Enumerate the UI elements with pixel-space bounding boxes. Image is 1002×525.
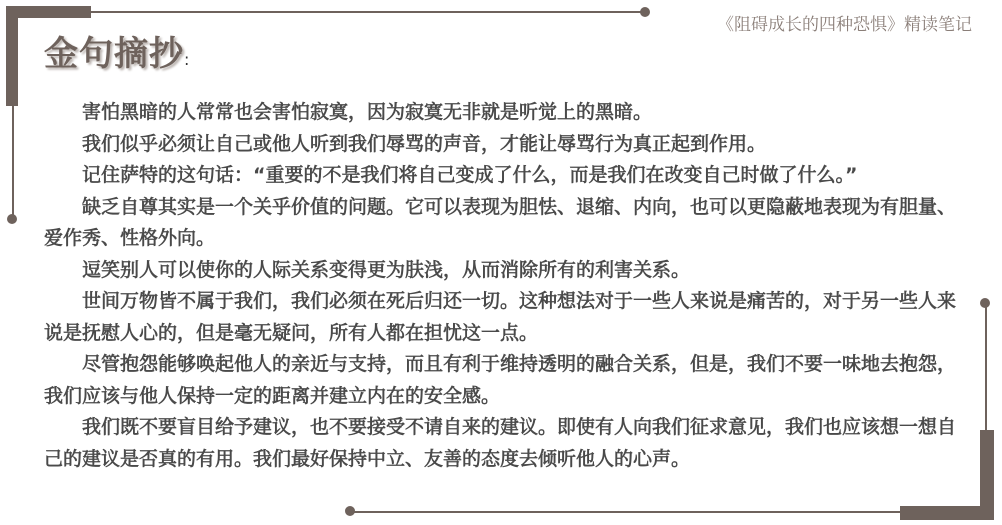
frame-dot-right bbox=[980, 298, 990, 308]
frame-line-right bbox=[985, 305, 987, 435]
frame-line-top bbox=[18, 11, 643, 13]
quote-item: 尽管抱怨能够唤起他人的亲近与支持，而且有利于维持透明的融合关系，但是，我们不要一味地去抱怨，我们应该与他人保持一定的距离并建立内在的安全感。 bbox=[44, 353, 957, 407]
quote-item: 我们似乎必须让自己或他人听到我们辱骂的声音，才能让辱骂行为真正起到作用。 bbox=[82, 132, 767, 155]
page-title-colon: : bbox=[184, 50, 191, 69]
frame-corner-top-left bbox=[6, 6, 18, 106]
frame-dot-top bbox=[640, 7, 650, 17]
page-title-text: 金句摘抄 bbox=[44, 34, 184, 74]
quotes-list bbox=[44, 97, 959, 475]
quote-item: 世间万物皆不属于我们，我们必须在死后归还一切。这种想法对于一些人来说是痛苦的，对于另一些人来说是抚慰人心的，但是毫无疑问，所有人都在担忧这一点。 bbox=[44, 290, 957, 344]
page-subtitle: 《阻碍成长的四种恐惧》精读笔记 bbox=[717, 15, 972, 35]
quote-item: 缺乏自尊其实是一个关乎价值的问题。它可以表现为胆怯、退缩、内向，也可以更隐蔽地表现为有胆量、爱作秀、性格外向。 bbox=[44, 195, 957, 249]
quote-item: 我们既不要盲目给予建议，也不要接受不请自来的建议。即使有人向我们征求意见，我们也应该想一想自己的建议是否真的有用。我们最好保持中立、友善的态度去倾听他人的心声。 bbox=[44, 416, 957, 470]
quote-item: 逗笑别人可以使你的人际关系变得更为肤浅，从而消除所有的利害关系。 bbox=[82, 258, 691, 281]
frame-line-bottom bbox=[350, 511, 910, 513]
quote-item: 害怕黑暗的人常常也会害怕寂寞，因为寂寞无非就是听觉上的黑暗。 bbox=[82, 101, 653, 123]
frame-corner-bottom-right-horizontal bbox=[900, 506, 994, 520]
quote-item: 记住萨特的这句话：“重要的不是我们将自己变成了什么，而是我们在改变自己时做了什么。” bbox=[82, 164, 858, 186]
frame-line-left bbox=[12, 100, 14, 218]
frame-dot-bottom bbox=[345, 506, 355, 516]
frame-dot-left bbox=[7, 214, 17, 224]
page-title bbox=[44, 26, 190, 75]
